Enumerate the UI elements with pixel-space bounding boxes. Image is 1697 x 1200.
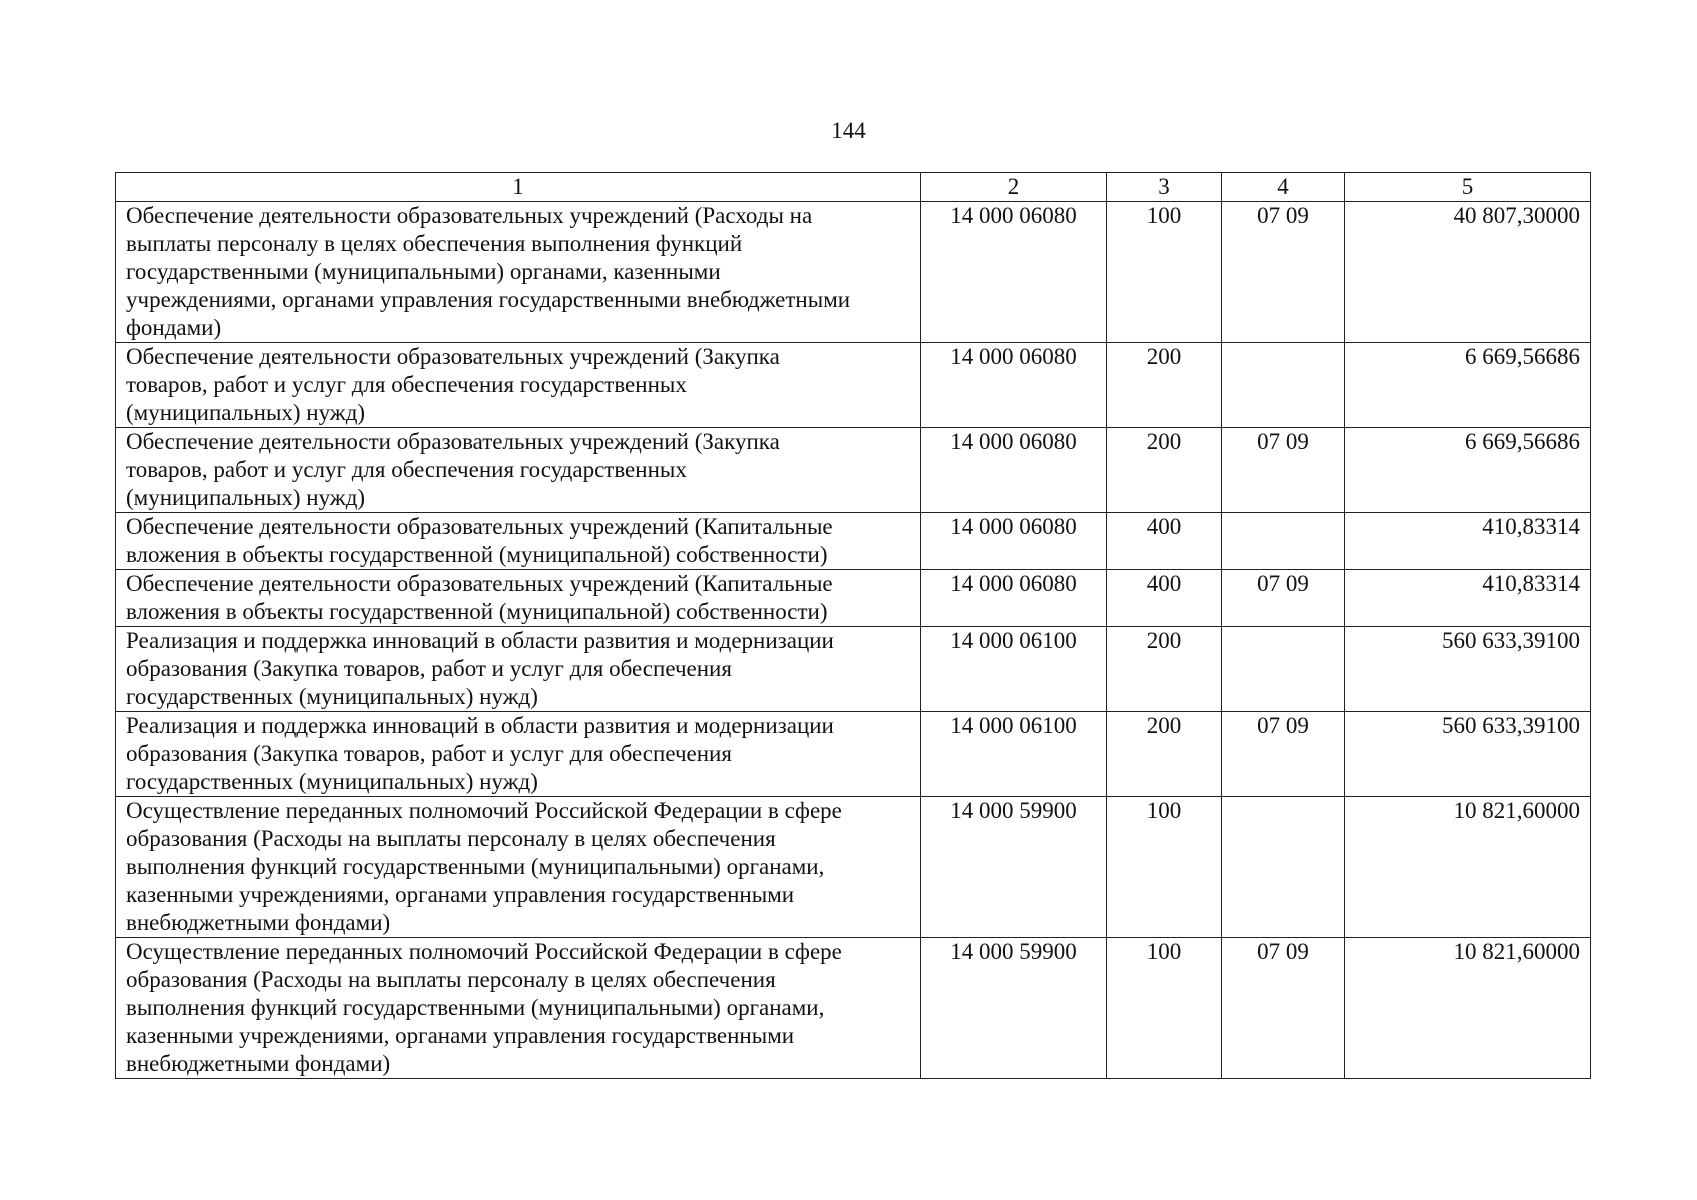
table-row <box>116 627 1591 712</box>
column-header-2: 2 <box>921 173 1107 202</box>
table-row <box>116 343 1591 428</box>
description-line: вложения в объекты государственной (муниципальной) собственности) <box>126 542 828 567</box>
column-header-1: 1 <box>116 173 921 202</box>
cell-code: 14 000 06100 <box>921 712 1107 797</box>
cell-description <box>116 343 921 428</box>
cell-expense-type: 100 <box>1107 797 1222 938</box>
description-line: казенными учреждениями, органами управления государственными <box>126 1023 795 1048</box>
description-line: Обеспечение деятельности образовательных учреждений (Расходы на <box>126 203 813 228</box>
cell-code: 14 000 59900 <box>921 938 1107 1079</box>
description-line: образования (Расходы на выплаты персоналу в целях обеспечения <box>126 826 776 851</box>
table-row <box>116 712 1591 797</box>
description-line: Обеспечение деятельности образовательных учреждений (Закупка <box>126 344 780 369</box>
description-line: Реализация и поддержка инноваций в области развития и модернизации <box>126 628 834 653</box>
cell-code: 14 000 06080 <box>921 570 1107 627</box>
cell-expense-type: 200 <box>1107 428 1222 513</box>
cell-section <box>1222 513 1345 570</box>
description-line: внебюджетными фондами) <box>126 910 391 935</box>
description-line: государственных (муниципальных) нужд) <box>126 769 538 794</box>
column-header-5: 5 <box>1345 173 1591 202</box>
cell-description <box>116 627 921 712</box>
description-line: Осуществление переданных полномочий Российской Федерации в сфере <box>126 939 842 964</box>
description-line: государственных (муниципальных) нужд) <box>126 684 538 709</box>
page-number: 144 <box>831 118 866 143</box>
cell-section: 07 09 <box>1222 202 1345 343</box>
description-line: товаров, работ и услуг для обеспечения государственных <box>126 457 687 482</box>
table-row <box>116 202 1591 343</box>
table-row <box>116 797 1591 938</box>
cell-amount: 10 821,60000 <box>1345 797 1591 938</box>
cell-expense-type: 200 <box>1107 712 1222 797</box>
table-body <box>116 202 1591 1079</box>
cell-section <box>1222 797 1345 938</box>
cell-amount: 6 669,56686 <box>1345 343 1591 428</box>
cell-expense-type: 200 <box>1107 343 1222 428</box>
cell-description <box>116 513 921 570</box>
description-line: выполнения функций государственными (муниципальными) органами, <box>126 854 825 879</box>
cell-amount: 410,83314 <box>1345 570 1591 627</box>
cell-amount: 410,83314 <box>1345 513 1591 570</box>
cell-section <box>1222 343 1345 428</box>
cell-expense-type: 400 <box>1107 513 1222 570</box>
cell-section: 07 09 <box>1222 938 1345 1079</box>
cell-description <box>116 202 921 343</box>
cell-code: 14 000 06080 <box>921 202 1107 343</box>
cell-code: 14 000 06080 <box>921 428 1107 513</box>
description-line: Осуществление переданных полномочий Российской Федерации в сфере <box>126 798 842 823</box>
cell-description <box>116 938 921 1079</box>
description-line: казенными учреждениями, органами управления государственными <box>126 882 795 907</box>
description-line: образования (Закупка товаров, работ и услуг для обеспечения <box>126 656 732 681</box>
description-line: государственными (муниципальными) органами, казенными <box>126 259 721 284</box>
description-line: вложения в объекты государственной (муниципальной) собственности) <box>126 599 828 624</box>
cell-description <box>116 712 921 797</box>
cell-code: 14 000 06100 <box>921 627 1107 712</box>
cell-amount: 40 807,30000 <box>1345 202 1591 343</box>
cell-code: 14 000 59900 <box>921 797 1107 938</box>
cell-code: 14 000 06080 <box>921 343 1107 428</box>
description-line: фондами) <box>126 315 222 340</box>
description-line: выплаты персоналу в целях обеспечения выполнения функций <box>126 231 743 256</box>
cell-amount: 560 633,39100 <box>1345 712 1591 797</box>
table-row <box>116 513 1591 570</box>
cell-section: 07 09 <box>1222 428 1345 513</box>
description-line: (муниципальных) нужд) <box>126 485 366 510</box>
description-line: образования (Расходы на выплаты персоналу в целях обеспечения <box>126 967 776 992</box>
table-row <box>116 428 1591 513</box>
budget-table <box>115 172 1591 1079</box>
table-row <box>116 570 1591 627</box>
description-line: Обеспечение деятельности образовательных учреждений (Капитальные <box>126 514 833 539</box>
column-header-3: 3 <box>1107 173 1222 202</box>
cell-amount: 560 633,39100 <box>1345 627 1591 712</box>
description-line: учреждениями, органами управления государственными внебюджетными <box>126 287 851 312</box>
cell-section <box>1222 627 1345 712</box>
description-line: Обеспечение деятельности образовательных учреждений (Капитальные <box>126 571 833 596</box>
cell-description <box>116 428 921 513</box>
cell-expense-type: 400 <box>1107 570 1222 627</box>
cell-expense-type: 200 <box>1107 627 1222 712</box>
description-line: выполнения функций государственными (муниципальными) органами, <box>126 995 825 1020</box>
table-header-row <box>116 173 1591 202</box>
cell-amount: 10 821,60000 <box>1345 938 1591 1079</box>
description-line: Реализация и поддержка инноваций в области развития и модернизации <box>126 713 834 738</box>
description-line: внебюджетными фондами) <box>126 1051 391 1076</box>
cell-description <box>116 797 921 938</box>
cell-expense-type: 100 <box>1107 938 1222 1079</box>
cell-amount: 6 669,56686 <box>1345 428 1591 513</box>
column-header-4: 4 <box>1222 173 1345 202</box>
cell-section: 07 09 <box>1222 712 1345 797</box>
cell-section: 07 09 <box>1222 570 1345 627</box>
description-line: товаров, работ и услуг для обеспечения государственных <box>126 372 687 397</box>
description-line: Обеспечение деятельности образовательных учреждений (Закупка <box>126 429 780 454</box>
description-line: образования (Закупка товаров, работ и услуг для обеспечения <box>126 741 732 766</box>
cell-description <box>116 570 921 627</box>
description-line: (муниципальных) нужд) <box>126 400 366 425</box>
cell-code: 14 000 06080 <box>921 513 1107 570</box>
cell-expense-type: 100 <box>1107 202 1222 343</box>
table-row <box>116 938 1591 1079</box>
